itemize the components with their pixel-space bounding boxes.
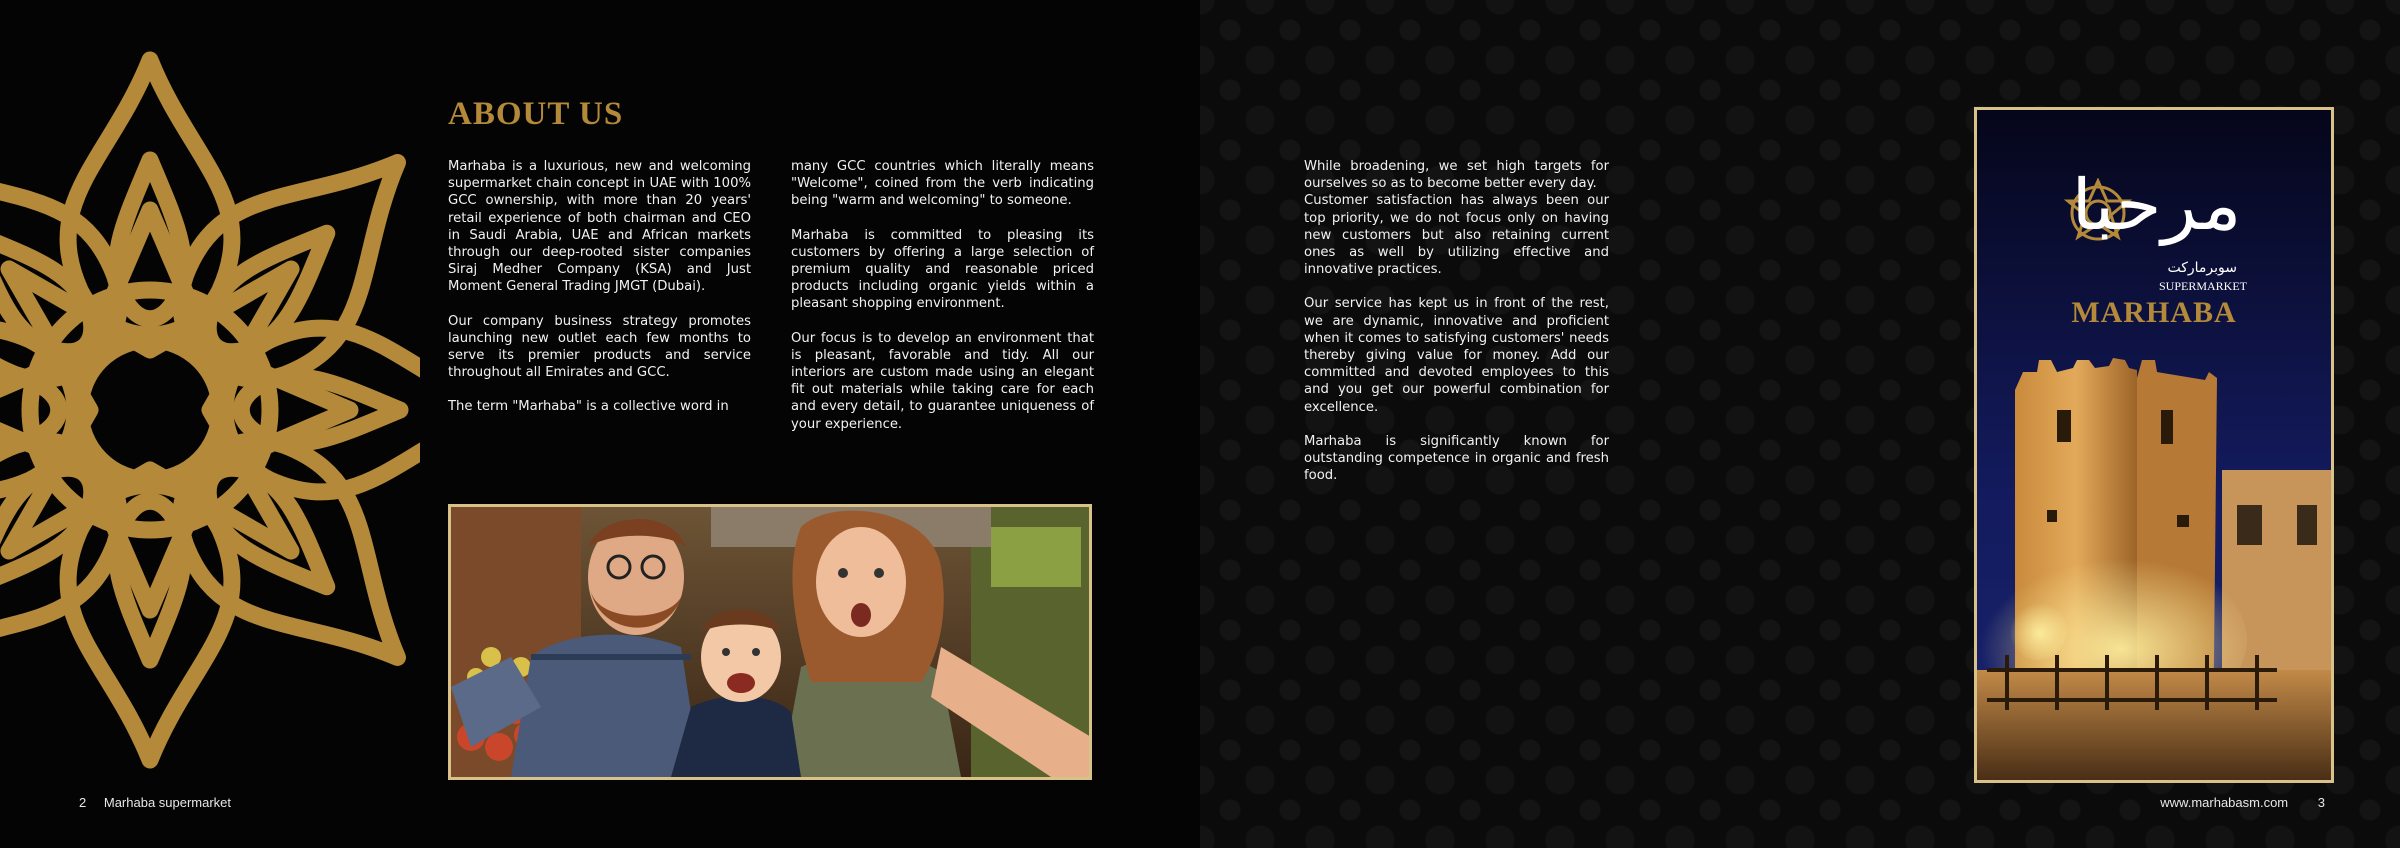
paragraph: The term "Marhaba" is a collective word in [448, 399, 729, 415]
brand-name: MARHABA [2071, 296, 2237, 329]
family-selfie-image [451, 507, 1089, 777]
arabic-subtitle: سوبرماركت [2167, 260, 2237, 276]
paragraph: Our company business strategy promotes launching new outlet each few months to serve its premier products and service throughout all Emirates and GCC. [448, 313, 751, 381]
page-number: 3 [2317, 795, 2325, 810]
arabic-logo: مرحبا [2071, 164, 2242, 246]
family-photo [448, 504, 1092, 780]
footer-right [2160, 795, 2325, 810]
paragraph: Marhaba is committed to pleasing its customers by offering a large selection of premium quality and reasonable priced products including organic yields within a pleasant shopping environment. [791, 227, 1094, 312]
paragraph: Our service has kept us in front of the rest, we are dynamic, innovative and proficient when it comes to satisfying customers' needs thereby giving value for money. Add our committed and devoted employees to this and you get our powerful combination for excellence. [1304, 296, 1609, 415]
english-subtitle: SUPERMARKET [2158, 279, 2247, 293]
text-column-1 [448, 158, 751, 433]
paragraph: While broadening, we set high targets for ourselves so as to become better every day. Customer satisfaction has always been our top priority, we do not focus only on having new customers but also retaining current ones as well by utilizing effective and innovative practices. [1304, 159, 1609, 278]
text-column-2 [791, 158, 1094, 450]
text-column-3 [1304, 158, 1609, 501]
brand-panel [1974, 107, 2334, 783]
page-title: ABOUT US [448, 96, 624, 132]
paragraph: Marhaba is a luxurious, new and welcoming supermarket chain concept in UAE with 100% GCC ownership, with more than 20 years' retail experience of both chairman and CEO in Saudi Arabia, UAE and African markets through our deep-rooted sister companies Siraj Medher Company (KSA) and Just Moment General Trading JMGT (Dubai). [448, 159, 751, 295]
paragraph: Our focus is to develop an environment that is pleasant, favorable and tidy. All our interiors are custom made using an elegant fit out materials while taking care for each and every detail, to guarantee uniqueness of your experience. [791, 330, 1094, 432]
footer-label: Marhaba supermarket [103, 795, 232, 810]
paragraph: many GCC countries which literally means "Welcome", coined from the verb indicating being "warm and welcoming" to someone. [791, 159, 1094, 209]
footer-left [79, 795, 231, 810]
page-number: 2 [79, 795, 87, 810]
gold-ornament-icon [0, 15, 420, 805]
paragraph: Marhaba is significantly known for outstanding competence in organic and fresh food. [1304, 433, 1609, 484]
website-link[interactable]: www.marhabasm.com [2160, 795, 2289, 810]
